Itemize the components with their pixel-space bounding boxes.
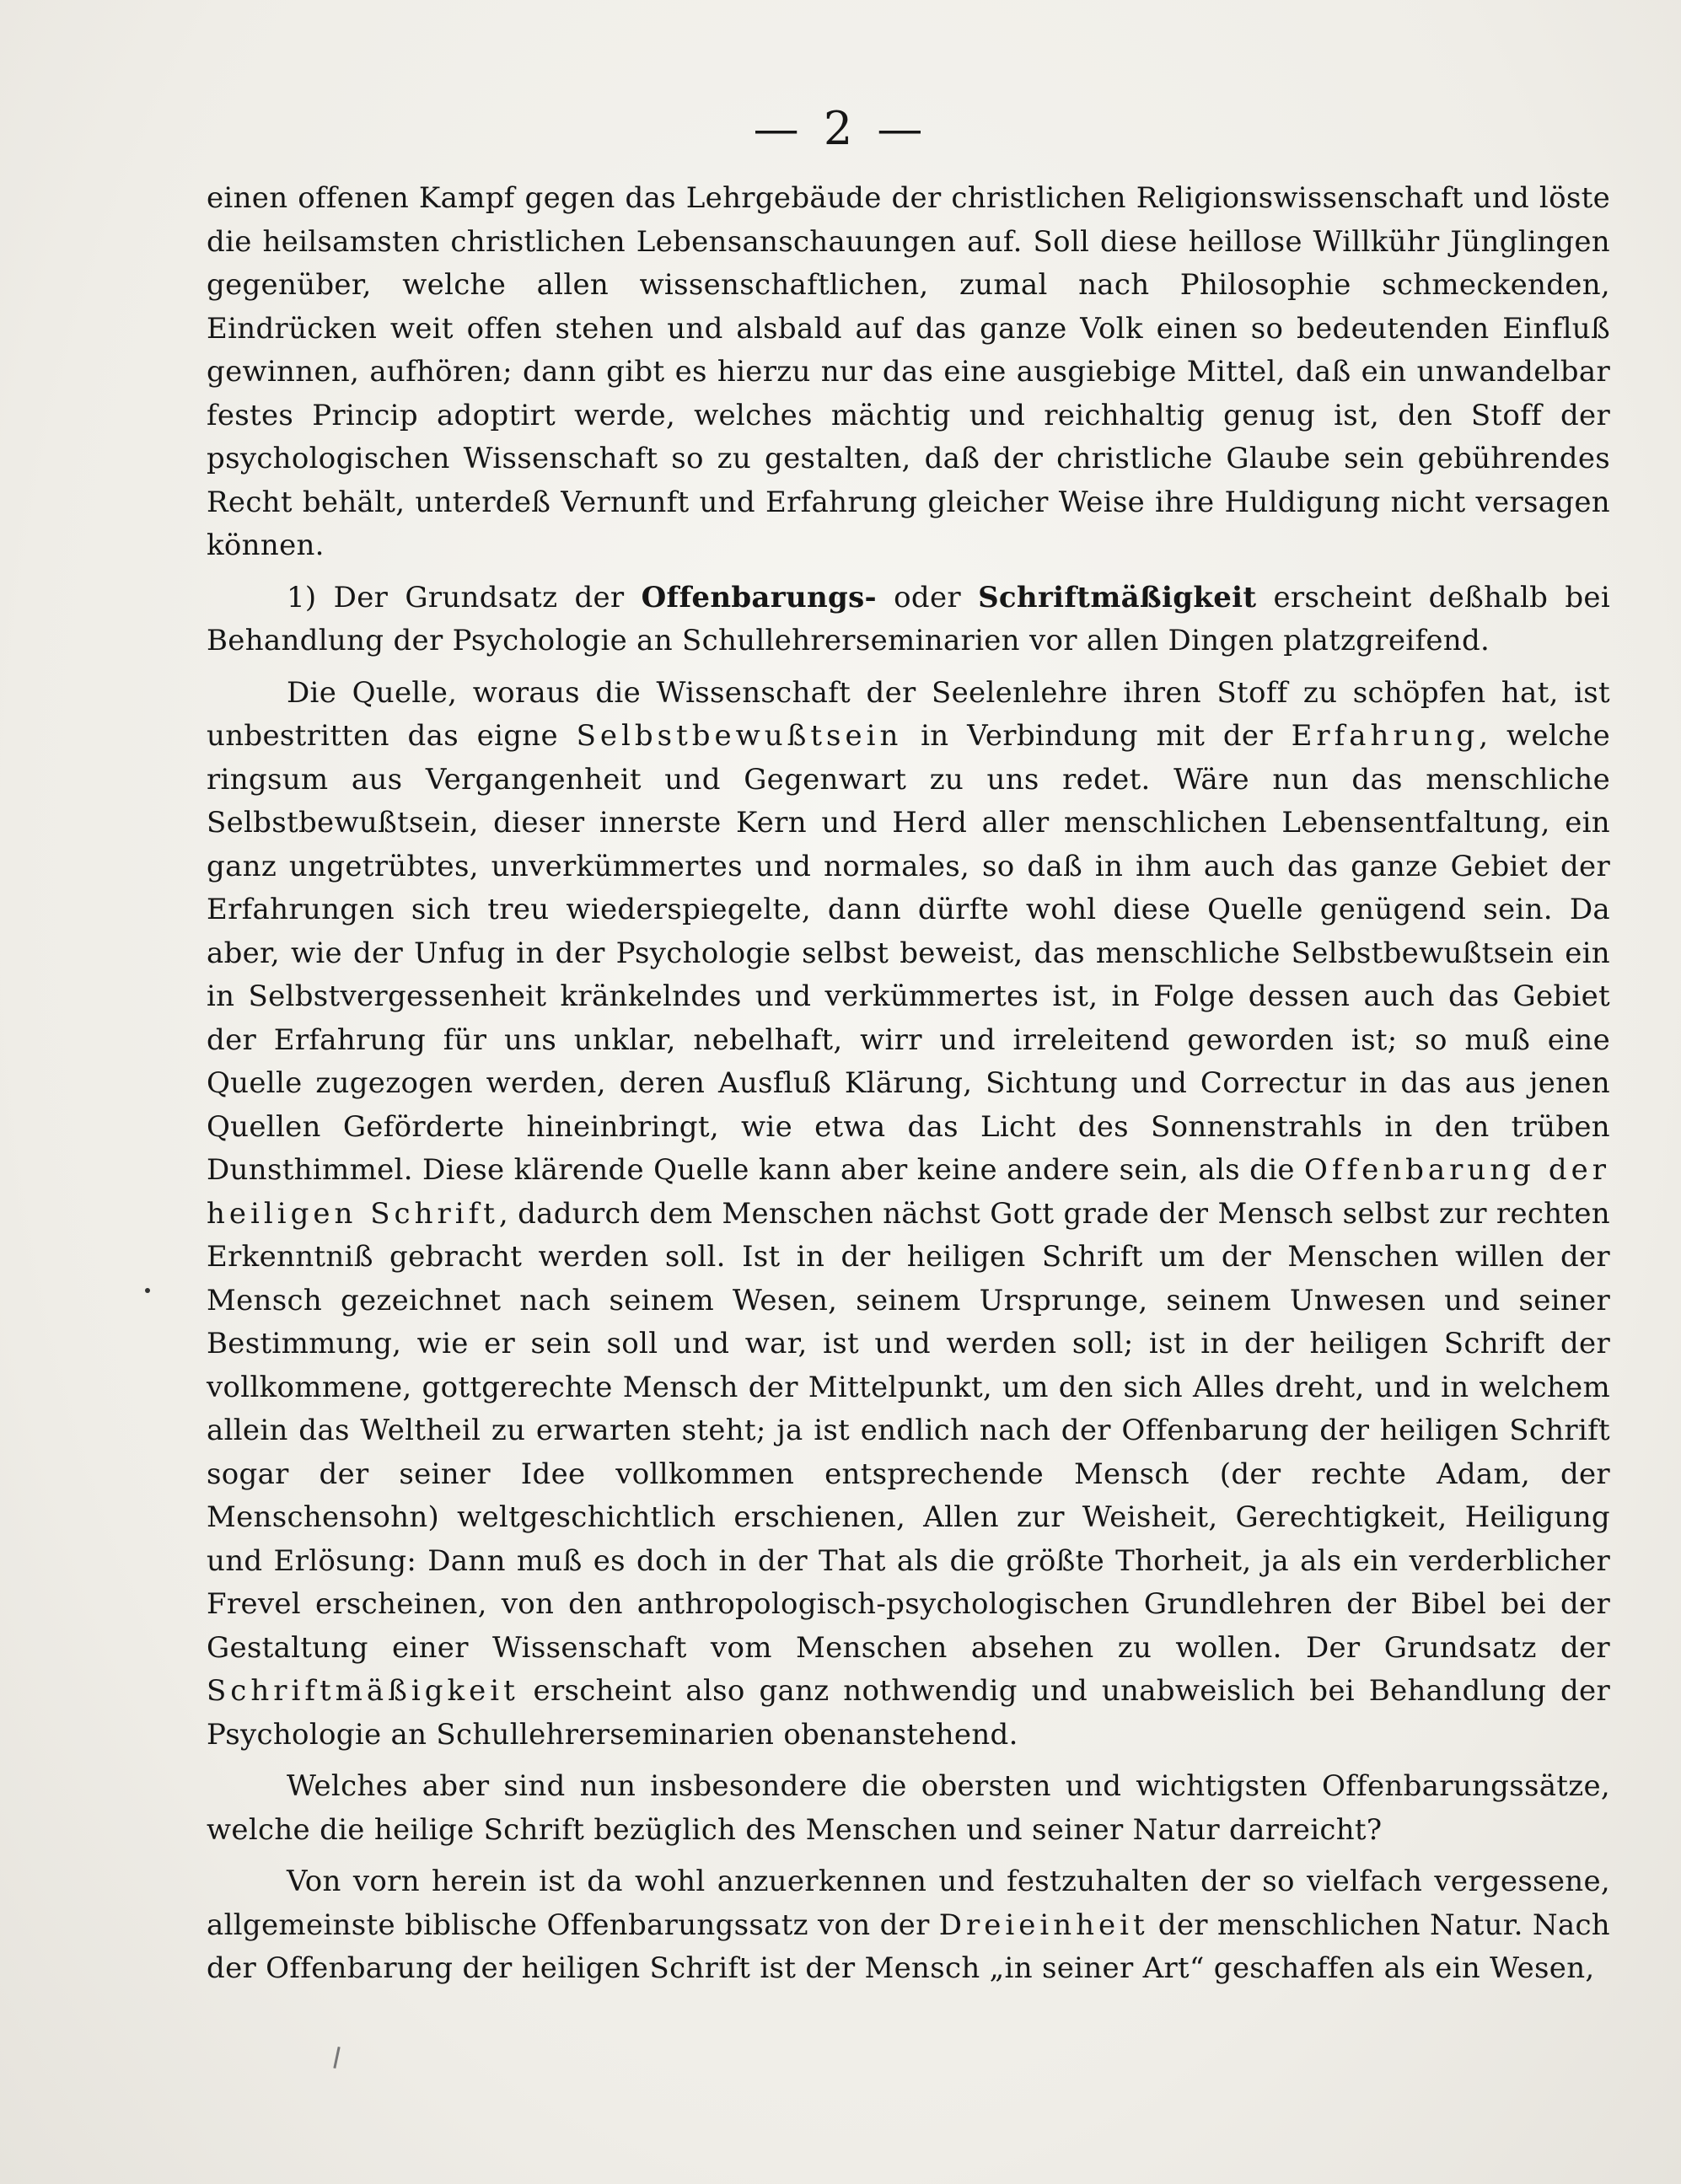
term-dreieinheit: Dreieinheit bbox=[938, 1908, 1149, 1942]
paragraph-3-part1: Die Quelle, woraus die Wissenschaft der Seelenlehre ihren Stoff zu schöpfen hat, ist unbestritten das eigne bbox=[207, 675, 1610, 753]
paragraph-1: einen offenen Kampf gegen das Lehrgebäude der christlichen Religionswissenschaft und löste die heilsamsten christlichen Lebensanschauungen auf. Soll diese heillose Willkühr Jünglingen gegenüber, welche allen wissenschaftlichen, zumal nach Philosophie schmeckenden, Eindrücken weit offen stehen und alsbald auf das ganze Volk einen so bedeutenden Einfluß gewinnen, aufhören; dann gibt es hierzu nur das eine ausgiebige Mittel, daß ein unwandelbar festes Princip adoptirt werde, welches mächtig und reichhaltig genug ist, den Stoff der psychologischen Wissenschaft so zu gestalten, daß der christliche Glaube sein gebührendes Recht behält, unterdeß Vernunft und Erfahrung gleicher Weise ihre Huldigung nicht versagen können. bbox=[207, 181, 1610, 562]
paragraph-5-part1: Von vorn herein ist da wohl anzuerkennen und festzuhalten der so vielfach vergessene, allgemeinste biblische Offenbarungssatz von der bbox=[207, 1865, 1610, 1942]
paragraph-3 bbox=[207, 672, 1610, 1757]
paragraph-5-part2: der menschlichen Natur. Nach der Offenbarung der heiligen Schrift ist der Mensch „in seiner Art“ geschaffen als ein Wesen, bbox=[207, 1908, 1610, 1985]
paragraph-2-suffix: erscheint deßhalb bei Behandlung der Psychologie an Schullehrerseminarien vor allen Dingen platzgreifend. bbox=[207, 580, 1610, 657]
term-schriftmaessigkeit-spaced: Schriftmäßigkeit bbox=[207, 1674, 519, 1708]
stray-pencil-mark bbox=[333, 2047, 340, 2069]
paragraph-2 bbox=[207, 577, 1610, 663]
term-selbstbewusstsein: Selbstbewußtsein bbox=[576, 719, 903, 753]
paragraph-4: Welches aber sind nun insbesondere die obersten und wichtigsten Offenbarungssätze, welche die heilige Schrift bezüglich des Menschen und seiner Natur darreicht? bbox=[207, 1769, 1610, 1847]
term-offenbarung-schrift: Offenbarung der heiligen Schrift bbox=[207, 1153, 1610, 1231]
margin-dot-mark bbox=[145, 1288, 150, 1293]
page-number: — 2 — bbox=[753, 102, 928, 155]
paragraph-3-part5: erscheint also ganz nothwendig und unabweislich bei Behandlung der Psychologie an Schullehrerseminarien obenanstehend. bbox=[207, 1674, 1610, 1752]
term-schriftmaessigkeit: Schriftmäßigkeit bbox=[978, 580, 1257, 614]
paragraph-3-part3: , welche ringsum aus Vergangenheit und Gegenwart zu uns redet. Wäre nun das menschliche Selbstbewußtsein, dieser innerste Kern und Herd aller menschlichen Lebensentfaltung, ein ganz ungetrübtes, unverkümmertes und normales, so daß in ihm auch das ganze Gebiet der Erfahrungen sich treu wiederspiegelte, dann dürfte wohl diese Quelle genügend sein. Da aber, wie der Unfug in der Psychologie selbst beweist, das menschliche Selbstbewußtsein ein in Selbstvergessenheit kränkelndes und verkümmertes ist, in Folge dessen auch das Gebiet der Erfahrung für uns unklar, nebelhaft, wirr und irreleitend geworden ist; so muß eine Quelle zugezogen werden, deren Ausfluß Klärung, Sichtung und Correctur in das aus jenen Quellen Geförderte hineinbringt, wie etwa das Licht des Sonnenstrahls in den trüben Dunsthimmel. Diese klärende Quelle kann aber keine andere sein, als die bbox=[207, 719, 1610, 1187]
paragraph-2-middle: oder bbox=[876, 580, 979, 614]
body-text bbox=[207, 177, 1610, 1991]
paragraph-3-part4: , dadurch dem Menschen nächst Gott grade der Mensch selbst zur rechten Erkenntniß gebracht werden soll. Ist in der heiligen Schrift um der Menschen willen der Mensch gezeichnet nach seinem Wesen, seinem Ursprunge, seinem Unwesen und seiner Bestimmung, wie er sein soll und war, ist und werden soll; ist in der heiligen Schrift der vollkommene, gottgerechte Mensch der Mittelpunkt, um den sich Alles dreht, und in welchem allein das Weltheil zu erwarten steht; ja ist endlich nach der Offenbarung der heiligen Schrift sogar der seiner Idee vollkommen entsprechende Mensch (der rechte Adam, der Menschensohn) weltgeschichtlich erschienen, Allen zur Weisheit, Gerechtigkeit, Heiligung und Erlösung: Dann muß es doch in der That als die größte Thorheit, ja als ein verderblicher Frevel erscheinen, von den anthropologisch-psychologischen Grundlehren der Bibel bei der Gestaltung einer Wissenschaft vom Menschen absehen zu wollen. Der Grundsatz der bbox=[207, 1196, 1611, 1665]
paragraph-5 bbox=[207, 1860, 1610, 1991]
paragraph-2-prefix: 1) Der Grundsatz der bbox=[287, 580, 642, 614]
term-erfahrung: Erfahrung bbox=[1291, 719, 1480, 753]
paragraph-3-part2: in Verbindung mit der bbox=[902, 719, 1292, 753]
term-offenbarung: Offenbarungs- bbox=[641, 580, 877, 614]
